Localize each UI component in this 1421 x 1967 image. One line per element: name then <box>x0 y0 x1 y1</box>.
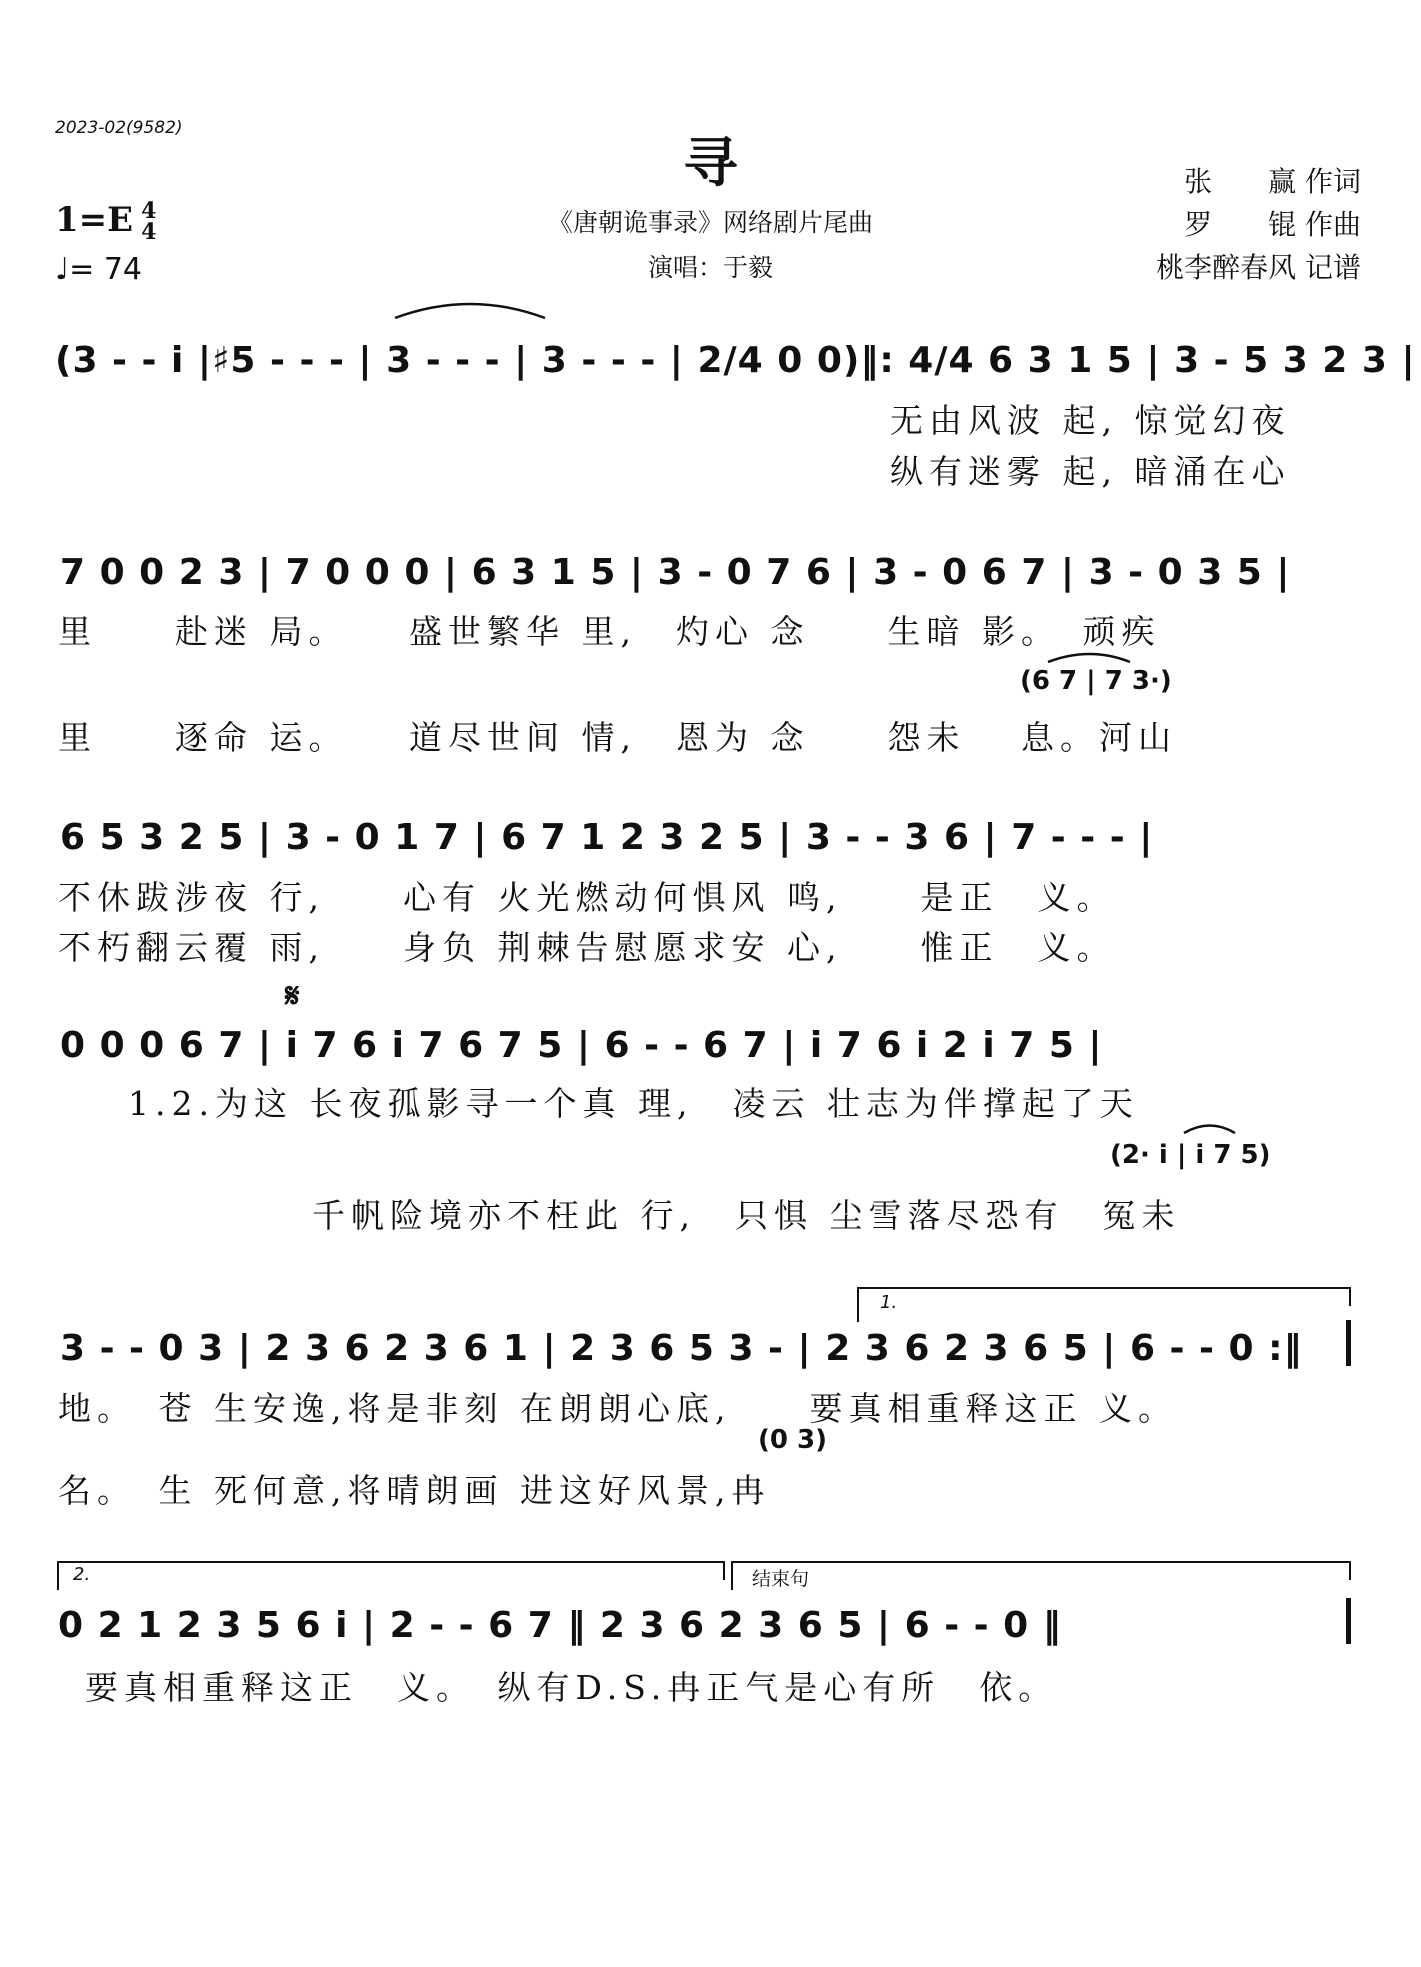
lyric-row-3-verse-2: 不朽翻云覆 雨, 身负 荆棘告慰愿求安 心, 惟正 义。 <box>58 928 1116 967</box>
composer-credit: 罗 锟 作曲 <box>1184 208 1361 241</box>
time-sig-top: 4 <box>141 198 157 224</box>
tie-row-1 <box>395 304 545 318</box>
repeat-end-bar <box>1346 1320 1351 1366</box>
tempo-marking: ♩= 74 <box>55 252 142 287</box>
lyric-row-6: 要真相重释这正 义。 纵有D.S.冉正气是心有所 依。 <box>85 1668 1058 1707</box>
lyric-row-1-verse-2: 纵有迷雾 起, 暗涌在心 <box>890 452 1291 491</box>
segno-sign: 𝄋 <box>285 976 300 1016</box>
notation-row-5: 3 - - 0 3 | 2 3 6 2 3 6 1 | 2 3 6 5 3 - | 2 3 6 2 3 6 5 | 6 - - 0 :‖ <box>60 1328 1303 1369</box>
alt-notation-row-2: (6 7 | 7 3·) <box>1020 666 1172 696</box>
tie-row-2 <box>1048 654 1130 662</box>
lyricist-credit: 张 赢 作词 <box>1184 165 1361 198</box>
song-subtitle: 《唐朝诡事录》网络剧片尾曲 <box>547 208 873 237</box>
lyric-row-2-verse-1: 里 赴迷 局。 盛世繁华 里, 灼心 念 生暗 影。 顽疾 <box>58 612 1161 651</box>
final-bar <box>1346 1598 1351 1644</box>
notation-row-1: (3 - - i |♯5 - - - | 3 - - - | 3 - - - | 2/4 0 0)‖: 4/4 6 3 1 5 | 3 - 5 3 2 3 | <box>55 340 1416 381</box>
volta-1-label: 1. <box>880 1292 898 1313</box>
ending-bracket <box>732 1562 1350 1590</box>
time-sig-bottom: 4 <box>141 219 157 245</box>
lyric-row-5-verse-2: 名。 生 死何意,将晴朗画 进这好风景,冉 <box>58 1471 771 1510</box>
lyric-row-4-verse-2: 千帆险境亦不枉此 行, 只惧 尘雪落尽恐有 冤未 <box>312 1196 1181 1235</box>
song-title: 寻 <box>683 130 738 194</box>
notation-row-2: 7 0 0 2 3 | 7 0 0 0 | 6 3 1 5 | 3 - 0 7 6 | 3 - 0 6 7 | 3 - 0 3 5 | <box>60 552 1291 593</box>
volta-2-bracket <box>58 1562 724 1590</box>
lyric-row-1-verse-1: 无由风波 起, 惊觉幻夜 <box>890 401 1291 440</box>
notation-row-3: 6 5 3 2 5 | 3 - 0 1 7 | 6 7 1 2 3 2 5 | 3 - - 3 6 | 7 - - - | <box>60 817 1154 858</box>
lyric-row-4-verse-1: 1.2.为这 长夜孤影寻一个真 理, 凌云 壮志为伴撑起了天 <box>128 1084 1139 1123</box>
key-label: 1=E <box>55 200 134 240</box>
volta-1-bracket <box>858 1288 1350 1322</box>
lyric-row-3-verse-1: 不休跋涉夜 行, 心有 火光燃动何惧风 鸣, 是正 义。 <box>58 878 1116 917</box>
alt-notation-row-5: (0 3) <box>758 1425 827 1455</box>
notation-row-4: 0 0 0 6 7 | i 7 6 i 7 6 7 5 | 6 - - 6 7 | i 7 6 i 2 i 7 5 | <box>60 1025 1103 1066</box>
transcriber-credit: 桃李醉春风 记谱 <box>1156 251 1361 284</box>
volta-2-label: 2. <box>73 1564 91 1585</box>
ending-label: 结束句 <box>752 1568 810 1590</box>
time-signature <box>141 198 157 245</box>
alt-notation-row-4: (2· i | i 7 5) <box>1110 1140 1271 1170</box>
key-signature <box>55 200 156 243</box>
serial-number: 2023-02(9582) <box>55 118 183 138</box>
notation-row-6: 0 2 1 2 3 5 6 i | 2 - - 6 7 ‖ 2 3 6 2 3 6 5 | 6 - - 0 ‖ <box>58 1605 1062 1646</box>
lyric-row-5-verse-1: 地。 苍 生安逸,将是非刻 在朗朗心底, 要真相重释这正 义。 <box>58 1389 1177 1428</box>
lyric-row-2-verse-2: 里 逐命 运。 道尽世间 情, 恩为 念 怨未 息。河山 <box>58 718 1177 757</box>
tie-row-4 <box>1184 1126 1235 1134</box>
singer-credit: 演唱：于毅 <box>647 253 773 282</box>
